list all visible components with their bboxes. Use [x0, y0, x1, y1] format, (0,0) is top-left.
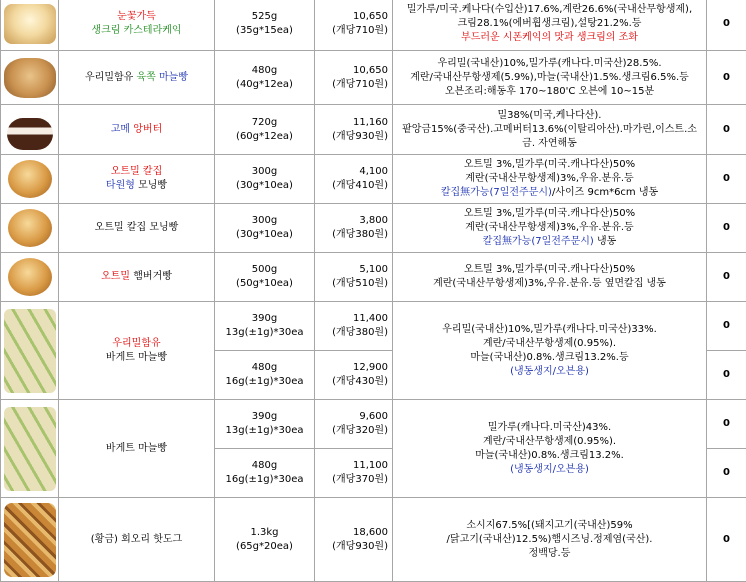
price-total: 4,100	[315, 165, 388, 179]
price-cell	[315, 400, 393, 449]
description-line: 계란/국내산무항생제(5.9%),마늘(국내산)1.5%.생크림6.5%.등	[393, 71, 706, 85]
price-total: 12,900	[315, 361, 388, 375]
weight-total: 300g	[215, 165, 314, 179]
table-row	[1, 105, 746, 155]
product-name-cell	[59, 51, 215, 105]
weight-unit: (40g*12ea)	[215, 78, 314, 92]
description-cell	[393, 302, 707, 400]
garlic-bread-image	[4, 58, 56, 98]
product-name-part: 마늘빵	[159, 72, 188, 83]
baguette-garlic-image	[4, 407, 56, 491]
product-name-line: 우리밀함유	[59, 337, 214, 351]
product-name-part: 앙버터	[133, 124, 162, 135]
description-part: 냉동	[594, 236, 617, 247]
oatmeal-bun-image	[8, 160, 52, 198]
weight-unit: (30g*10ea)	[215, 179, 314, 193]
quantity-cell[interactable]: 0	[707, 400, 746, 449]
description-line: 계란(국내산무항생제)3%,우유.분유.등	[393, 172, 706, 186]
price-cell	[315, 449, 393, 498]
weight-cell	[215, 51, 315, 105]
product-name-cell	[59, 498, 215, 582]
price-cell	[315, 105, 393, 155]
product-name-line: 눈꽃가득	[59, 10, 214, 24]
weight-total: 480g	[215, 361, 314, 375]
product-name-part: 육쪽	[137, 72, 156, 83]
price-unit: (개당320원)	[315, 424, 388, 438]
description-line: 우리밀(국내산)10%,밀가루(캐나다.미국산)33%.	[393, 323, 706, 337]
description-line: 금. 자연해동	[393, 137, 706, 151]
product-image-cell	[1, 253, 59, 302]
table-row	[1, 302, 746, 351]
price-total: 11,160	[315, 116, 388, 130]
weight-unit: 13g(±1g)*30ea	[215, 424, 314, 438]
table-row	[1, 155, 746, 204]
description-cell	[393, 0, 707, 51]
product-name-cell	[59, 0, 215, 51]
weight-cell	[215, 351, 315, 400]
product-name-cell	[59, 204, 215, 253]
product-name-line: (황금) 회오리 핫도그	[59, 533, 214, 547]
product-name-cell	[59, 105, 215, 155]
product-name-cell	[59, 400, 215, 498]
price-total: 11,400	[315, 312, 388, 326]
description-line: 팥앙금15%(중국산).고메버터13.6%(이탈리아산).마가린,이스트.소	[393, 123, 706, 137]
product-name-line: 바게트 마늘빵	[59, 351, 214, 365]
table-row	[1, 400, 746, 449]
product-image-cell	[1, 105, 59, 155]
description-line: 계란(국내산무항생제)3%,우유.분유.등 옆면칼집 냉동	[393, 277, 706, 291]
price-unit: (개당710원)	[315, 24, 388, 38]
description-line: 소시지67.5%[(돼지고기(국내산)59%	[393, 519, 706, 533]
price-cell	[315, 351, 393, 400]
product-image-cell	[1, 400, 59, 498]
description-line: 밀가루/미국.케나다(수입산)17.6%,계란26.6%(국내산무항생제),	[393, 3, 706, 17]
description-part: 칼집無가능(7일전주문시)	[483, 236, 594, 247]
price-unit: (개당380원)	[315, 326, 388, 340]
weight-unit: (35g*15ea)	[215, 24, 314, 38]
price-cell	[315, 0, 393, 51]
weight-cell	[215, 0, 315, 51]
weight-unit: (60g*12ea)	[215, 130, 314, 144]
product-image-cell	[1, 204, 59, 253]
weight-total: 525g	[215, 10, 314, 24]
weight-cell	[215, 155, 315, 204]
price-cell	[315, 204, 393, 253]
baguette-garlic-image	[4, 309, 56, 393]
product-name-part: 고메	[111, 124, 130, 135]
description-cell	[393, 253, 707, 302]
oatmeal-bun-image	[8, 209, 52, 247]
product-name-part: 우리밀함유	[85, 72, 133, 83]
hamburger-bun-image	[8, 258, 52, 296]
product-name-line: 바게트 마늘빵	[59, 442, 214, 456]
price-total: 3,800	[315, 214, 388, 228]
product-image-cell	[1, 0, 59, 51]
table-row	[1, 51, 746, 105]
quantity-cell[interactable]: 0	[707, 498, 746, 582]
description-line: 오트밀 3%,밀가루(미국.캐나다산)50%	[393, 263, 706, 277]
description-cell	[393, 51, 707, 105]
description-line: 오트밀 3%,밀가루(미국.캐나다산)50%	[393, 207, 706, 221]
price-unit: (개당370원)	[315, 473, 388, 487]
weight-unit: (30g*10ea)	[215, 228, 314, 242]
weight-unit: (50g*10ea)	[215, 277, 314, 291]
weight-cell	[215, 302, 315, 351]
price-cell	[315, 498, 393, 582]
price-unit: (개당430원)	[315, 375, 388, 389]
weight-total: 720g	[215, 116, 314, 130]
weight-cell	[215, 204, 315, 253]
price-cell	[315, 253, 393, 302]
price-total: 10,650	[315, 10, 388, 24]
table-row	[1, 204, 746, 253]
description-line: 크림28.1%(에버휩생크림),설탕21.2%.등	[393, 17, 706, 31]
product-name-line: 오트밀 칼집	[59, 165, 214, 179]
description-cell	[393, 400, 707, 498]
description-part: /사이즈 9cm*6cm 냉동	[552, 187, 658, 198]
price-unit: (개당410원)	[315, 179, 388, 193]
weight-total: 300g	[215, 214, 314, 228]
description-cell	[393, 105, 707, 155]
price-total: 18,600	[315, 526, 388, 540]
description-line: 마늘(국내산)0.8%.생크림13.2%.등	[393, 351, 706, 365]
product-image-cell	[1, 51, 59, 105]
weight-total: 480g	[215, 64, 314, 78]
quantity-cell[interactable]: 0	[707, 253, 746, 302]
quantity-cell[interactable]: 0	[707, 302, 746, 351]
description-line: 정백당.등	[393, 547, 706, 561]
product-name-part: 모닝빵	[138, 180, 167, 191]
description-line: 오븐조리:해동후 170~180'C 오븐에 10~15분	[393, 85, 706, 99]
weight-total: 390g	[215, 312, 314, 326]
description-cell	[393, 204, 707, 253]
description-line: 계란/국내산무항생제(0.95%).	[393, 337, 706, 351]
castella-cake-image	[4, 4, 56, 44]
description-line: 계란(국내산무항생제)3%,우유.분유.등	[393, 221, 706, 235]
description-line: /닭고기(국내산)12.5%)햄시즈닝.정제염(국산).	[393, 533, 706, 547]
product-name-line: 생크림 카스테라케익	[59, 24, 214, 38]
price-unit: (개당710원)	[315, 78, 388, 92]
description-line: (냉동생지/오븐용)	[393, 365, 706, 379]
description-line: 밀38%(미국,케나다산).	[393, 109, 706, 123]
product-image-cell	[1, 302, 59, 400]
description-cell	[393, 155, 707, 204]
description-cell	[393, 498, 707, 582]
price-total: 10,650	[315, 64, 388, 78]
weight-total: 500g	[215, 263, 314, 277]
weight-unit: 16g(±1g)*30ea	[215, 473, 314, 487]
description-line: 부드러운 시폰케익의 맛과 생크림의 조화	[393, 31, 706, 45]
price-cell	[315, 155, 393, 204]
price-unit: (개당380원)	[315, 228, 388, 242]
quantity-cell[interactable]: 0	[707, 105, 746, 155]
price-total: 5,100	[315, 263, 388, 277]
quantity-cell[interactable]: 0	[707, 449, 746, 498]
product-name-part: 햄버거빵	[133, 271, 172, 282]
product-name-line: 오트밀 칼집 모닝빵	[59, 221, 214, 235]
description-line: 우리밀(국내산)10%,밀가루(캐나다.미국산)28.5%.	[393, 57, 706, 71]
weight-cell	[215, 400, 315, 449]
weight-unit: 16g(±1g)*30ea	[215, 375, 314, 389]
ang-butter-image	[7, 118, 53, 150]
quantity-cell[interactable]: 0	[707, 51, 746, 105]
product-name-cell	[59, 155, 215, 204]
weight-unit: 13g(±1g)*30ea	[215, 326, 314, 340]
product-name-cell	[59, 253, 215, 302]
price-cell	[315, 302, 393, 351]
price-cell	[315, 51, 393, 105]
quantity-cell[interactable]: 0	[707, 351, 746, 400]
price-unit: (개당930원)	[315, 130, 388, 144]
tornado-hotdog-image	[4, 503, 56, 577]
quantity-cell[interactable]: 0	[707, 155, 746, 204]
weight-total: 480g	[215, 459, 314, 473]
price-unit: (개당510원)	[315, 277, 388, 291]
weight-total: 390g	[215, 410, 314, 424]
weight-unit: (65g*20ea)	[215, 540, 314, 554]
table-row	[1, 498, 746, 582]
weight-cell	[215, 449, 315, 498]
table-row	[1, 253, 746, 302]
price-total: 9,600	[315, 410, 388, 424]
product-image-cell	[1, 155, 59, 204]
description-line: 오트밀 3%,밀가루(미국.캐나다산)50%	[393, 158, 706, 172]
weight-total: 1.3kg	[215, 526, 314, 540]
weight-cell	[215, 498, 315, 582]
description-line: 밀가루(캐나다.미국산)43%.	[393, 421, 706, 435]
product-name-part: 오트밀	[101, 271, 130, 282]
description-line: (냉동생지/오븐용)	[393, 463, 706, 477]
price-unit: (개당930원)	[315, 540, 388, 554]
quantity-cell[interactable]: 0	[707, 0, 746, 51]
product-name-part: 타원형	[106, 180, 135, 191]
price-total: 11,100	[315, 459, 388, 473]
description-part: 칼집無가능(7일전주문시)	[441, 187, 552, 198]
table-row	[1, 0, 746, 51]
weight-cell	[215, 105, 315, 155]
product-name-cell	[59, 302, 215, 400]
quantity-cell[interactable]: 0	[707, 204, 746, 253]
product-image-cell	[1, 498, 59, 582]
weight-cell	[215, 253, 315, 302]
description-line: 마늘(국내산)0.8%.생크림13.2%.	[393, 449, 706, 463]
description-line: 계란/국내산무항생제(0.95%).	[393, 435, 706, 449]
